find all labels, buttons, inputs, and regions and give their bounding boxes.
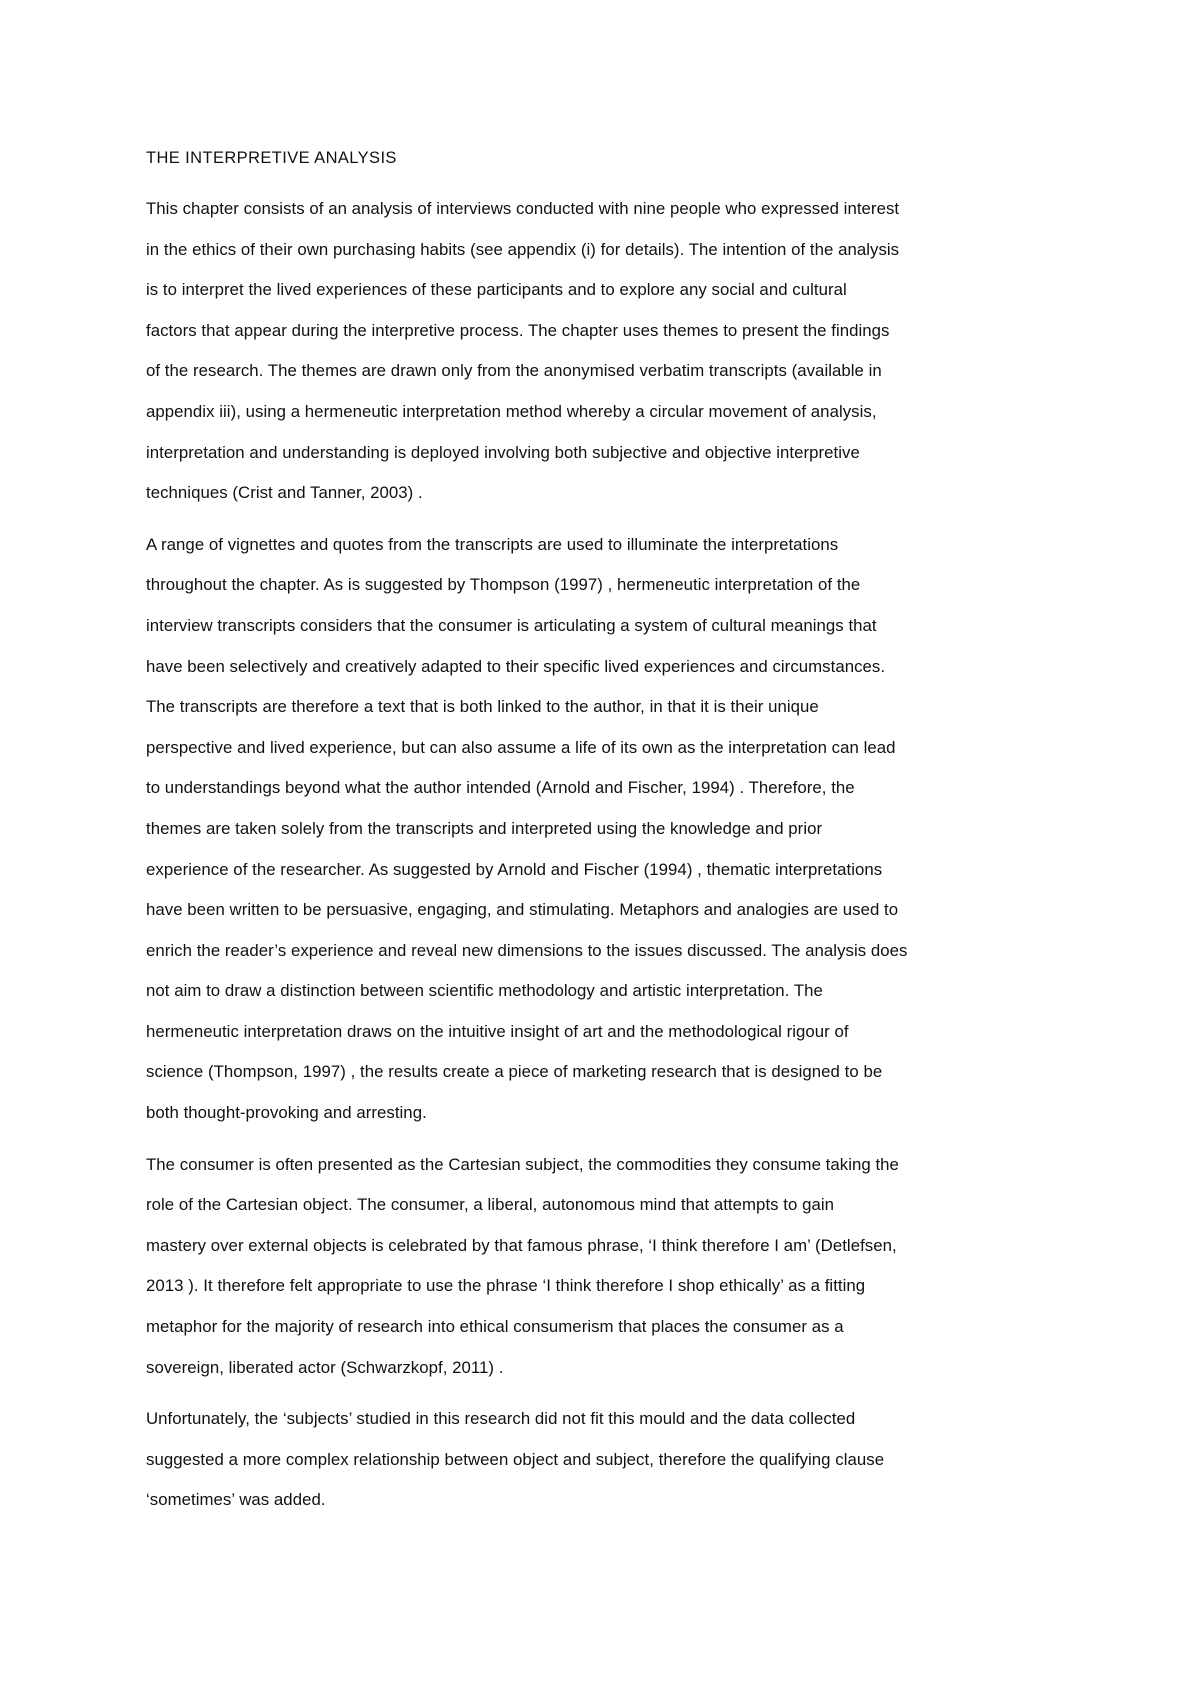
paragraph-line: throughout the chapter. As is suggested by Thompson (1997) , hermeneutic interpretation of the — [146, 575, 861, 595]
paragraph-line: mastery over external objects is celebrated by that famous phrase, ‘I think therefore I am’ (Detlefsen, — [146, 1235, 897, 1255]
paragraph-line: interview transcripts considers that the consumer is articulating a system of cultural meanings that — [146, 615, 877, 635]
paragraph-line: have been written to be persuasive, engaging, and stimulating. Metaphors and analogies are used to — [146, 900, 899, 920]
paragraph-line: The transcripts are therefore a text that is both linked to the author, in that it is their unique — [146, 697, 819, 717]
document-body — [146, 146, 1070, 1532]
paragraph-line: hermeneutic interpretation draws on the intuitive insight of art and the methodological rigour of — [146, 1021, 849, 1041]
paragraph-line: role of the Cartesian object. The consumer, a liberal, autonomous mind that attempts to gain — [146, 1195, 835, 1215]
paragraph-line: techniques (Crist and Tanner, 2003) . — [146, 483, 423, 503]
paragraph-line: factors that appear during the interpretive process. The chapter uses themes to present the findings — [146, 320, 890, 340]
paragraph-line: perspective and lived experience, but can also assume a life of its own as the interpretation can lead — [146, 737, 896, 757]
paragraph-line: to understandings beyond what the author intended (Arnold and Fischer, 1994) . Therefore, the — [146, 778, 855, 798]
paragraph-line: not aim to draw a distinction between scientific methodology and artistic interpretation. The — [146, 981, 823, 1001]
paragraph-line: of the research. The themes are drawn only from the anonymised verbatim transcripts (available in — [146, 361, 882, 381]
paragraph-line: A range of vignettes and quotes from the transcripts are used to illuminate the interpretations — [146, 534, 839, 554]
paragraph-line: enrich the reader’s experience and reveal new dimensions to the issues discussed. The analysis does — [146, 940, 908, 960]
paragraph-line: appendix iii), using a hermeneutic interpretation method whereby a circular movement of analysis, — [146, 401, 877, 421]
document-title: THE INTERPRETIVE ANALYSIS — [146, 149, 397, 167]
paragraph-line: both thought-provoking and arresting. — [146, 1103, 427, 1123]
paragraph-line: is to interpret the lived experiences of these participants and to explore any social and cultural — [146, 280, 847, 300]
paragraph-line: experience of the researcher. As suggested by Arnold and Fischer (1994) , thematic interpretations — [146, 859, 883, 879]
paragraph-line: The consumer is often presented as the Cartesian subject, the commodities they consume taking the — [146, 1154, 899, 1174]
paragraph-line: in the ethics of their own purchasing habits (see appendix (i) for details). The intention of the analysis — [146, 239, 900, 259]
paragraph-line: metaphor for the majority of research into ethical consumerism that places the consumer as a — [146, 1317, 844, 1337]
paragraph-line: This chapter consists of an analysis of interviews conducted with nine people who expressed interest — [146, 199, 900, 218]
paragraph-line: interpretation and understanding is deployed involving both subjective and objective interpretive — [146, 442, 860, 462]
paragraph-1 — [146, 189, 1070, 514]
paragraph-line: science (Thompson, 1997) , the results create a piece of marketing research that is designed to be — [146, 1062, 883, 1082]
paragraph-line: suggested a more complex relationship between object and subject, therefore the qualifying clause — [146, 1449, 885, 1469]
paragraph-line: ‘sometimes’ was added. — [146, 1490, 326, 1510]
paragraph-4 — [146, 1399, 1070, 1521]
paragraph-line: Unfortunately, the ‘subjects’ studied in this research did not fit this mould and the data collected — [146, 1409, 856, 1429]
paragraph-line: 2013 ). It therefore felt appropriate to use the phrase ‘I think therefore I shop ethically’ as a fitting — [146, 1276, 866, 1296]
paragraph-line: have been selectively and creatively adapted to their specific lived experiences and circumstances. — [146, 656, 886, 676]
paragraph-line: themes are taken solely from the transcripts and interpreted using the knowledge and prior — [146, 818, 823, 838]
paragraph-line: sovereign, liberated actor (Schwarzkopf, 2011) . — [146, 1357, 504, 1377]
paragraph-3 — [146, 1145, 1070, 1389]
paragraph-2 — [146, 525, 1070, 1134]
